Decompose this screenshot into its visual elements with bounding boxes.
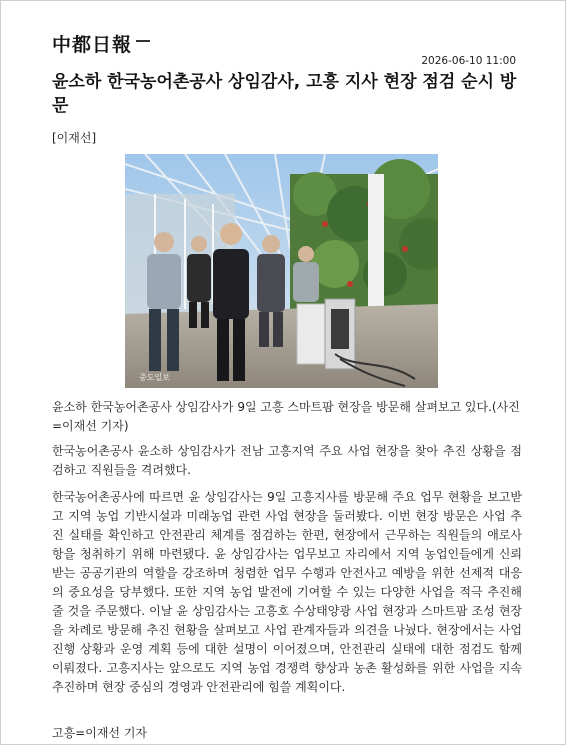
newspaper-logo[interactable]: 中都日報 bbox=[52, 34, 133, 56]
logo-mark-line bbox=[136, 40, 150, 42]
photo-watermark: 중도일보 bbox=[139, 373, 170, 382]
reporter-credit: 고흥=이재선 기자 bbox=[52, 726, 148, 740]
article-photo[interactable] bbox=[125, 154, 438, 388]
article-paragraph-1: 한국농어촌공사 윤소하 상임감사가 전남 고흥지역 주요 사업 현장을 찾아 추진 상황을 점검하고 직원들을 격려했다. bbox=[52, 444, 522, 477]
article-paragraph-2: 한국농어촌공사에 따르면 윤 상임감사는 9일 고흥지사를 방문해 주요 업무 현황을 보고받고 지역 농업 기반시설과 미래농업 관련 사업 현장을 둘러봤다. 이번 현장 방문은 사업 추진 실태를 확인하고 안전관리 체계를 점검하는 한편, 현장에서 근무하는 직원들의 애로사항을 청취하기 위해 마련됐다. 윤 상임감사는 업무보고 자리에서 지역 농업인들에게 신뢰받는 공공기관의 역할을 강조하며 청렴한 업무 수행과 안전사고 예방을 위한 선제적 대응의 중요성을 당부했다. 또한 지역 농업 발전에 기여할 수 있는 다양한 사업을 적극 추진해 줄 것을 주문했다. 이날 윤 상임감사는 고흥호 수상태양광 사업 현장과 스마트팜 조성 현장을 차례로 방문해 추진 현황을 살펴보고 사업 관계자들과 의견을 나눴다. 현장에서는 사업 진행 상황과 운영 계획 등에 대한 설명이 이어졌으며, 안전관리 실태에 대한 점검도 함께 이뤄졌다. 고흥지사는 앞으로도 지역 농업 경쟁력 향상과 농촌 활성화를 위한 사업을 지속 추진하며 현장 중심의 경영과 안전관리에 힘쓸 계획이다. bbox=[52, 490, 522, 694]
article-headline: 윤소하 한국농어촌공사 상임감사, 고흥 지사 현장 점검 순시 방문 bbox=[52, 72, 517, 116]
article-byline: [이재선] bbox=[52, 131, 97, 145]
publish-date: 2026-06-10 11:00 bbox=[421, 55, 516, 67]
photo-caption: 윤소하 한국농어촌공사 상임감사가 9일 고흥 스마트팜 현장을 방문해 살펴보고 있다.(사진=이재선 기자) bbox=[52, 400, 520, 433]
